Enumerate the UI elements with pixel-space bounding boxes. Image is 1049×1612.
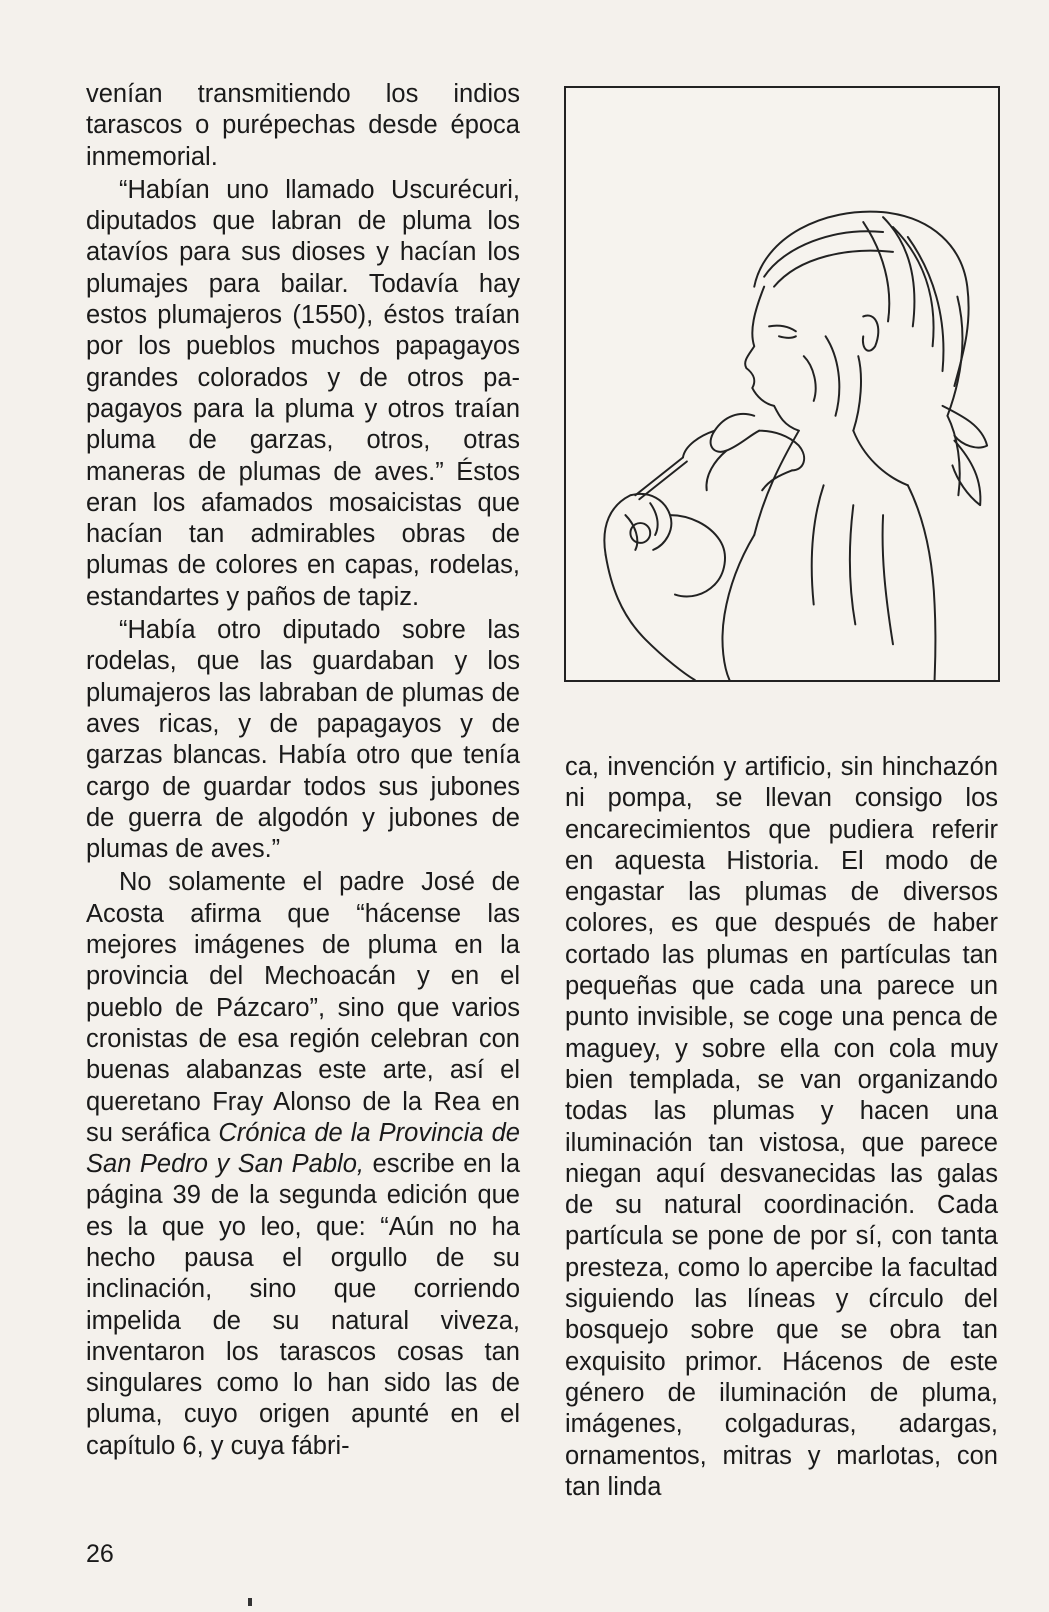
paragraph: ca, invención y artificio, sin hinchazón ni pompa, se llevan consigo los encarecimientos que pudiera referir en aquesta Historia. El modo de engastar las plumas de diversos colores, es que después de haber cortado las plumas en partículas tan pequeñas que cada una parece un punto invisible, se coge una penca de maguey, y sobre ella con cola muy bien templada, se van organizando todas las plumas y hacen una iluminación tan vistosa, que parece niegan aquí desvanecidas las galas de su natural coordinación. Cada partícula se pone de por sí, con tanta presteza, como lo apercibe la facultad siguiendo las líneas y círculo del bosquejo sobre que se obra tan exquisito primor. Hácenos de este género de iluminación de pluma, imágenes, colgaduras, adargas, ornamentos, mitras y marlotas, con tan linda: [565, 753, 998, 1501]
artisan-illustration-icon: [566, 88, 998, 680]
paragraph: [86, 867, 520, 1462]
book-title: Crónica de la Provincia de San Pedro y San Pablo,: [86, 1118, 520, 1179]
page-number: 26: [86, 1540, 114, 1568]
left-text-column: [86, 79, 520, 1464]
right-text-column: [565, 752, 998, 1505]
illustration-frame: [564, 86, 1000, 682]
scan-artifact: [248, 1598, 252, 1606]
paragraph: “Había otro diputado sobre las rodelas, que las guardaban y los plumajeros las labraban de plumas de aves ricas, y de papagayos y de garzas blancas. Había otro que tenía cargo de guardar todos sus jubones de guerra de algodón y jubones de plumas de aves.”: [86, 616, 520, 864]
paragraph: venían transmitiendo los indios tarascos o purépechas desde época inmemorial.: [86, 80, 520, 171]
text-run: escribe en la página 39 de la segunda edición que es la que yo leo, que: “Aún no ha hecho pausa el orgullo de su inclinación, sino que corriendo impelida de su natural viveza, inventaron los tarascos cosas tan singulares como lo han sido las de pluma, cuyo origen apunté en el capítulo 6, y cuya fábri-: [86, 1150, 520, 1460]
text-run: No solamente el padre José de Acosta afirma que “hácense las mejores imágenes de pluma en la provincia del Mechoacán y en el pueblo de Pázcaro”, sino que varios cronistas de esa región celebran con buenas alabanzas este arte, así el queretano Fray Alonso de la Rea en su seráfica: [86, 868, 520, 1147]
paragraph: “Habían uno llamado Uscurécuri, diputados que labran de pluma los atavíos para sus dioses y hacían los plumajes para bailar. Todavía hay estos plumajeros (1550), éstos traían por los pueblos muchos papagayos grandes colorados y de otros papagayos para la pluma y otros traían pluma de garzas, otros, otras maneras de plumas de aves.” Éstos eran los afamados mosaicistas que hacían tan admirables obras de plumas de colores en capas, rodelas, estandartes y paños de tapiz.: [86, 175, 520, 611]
